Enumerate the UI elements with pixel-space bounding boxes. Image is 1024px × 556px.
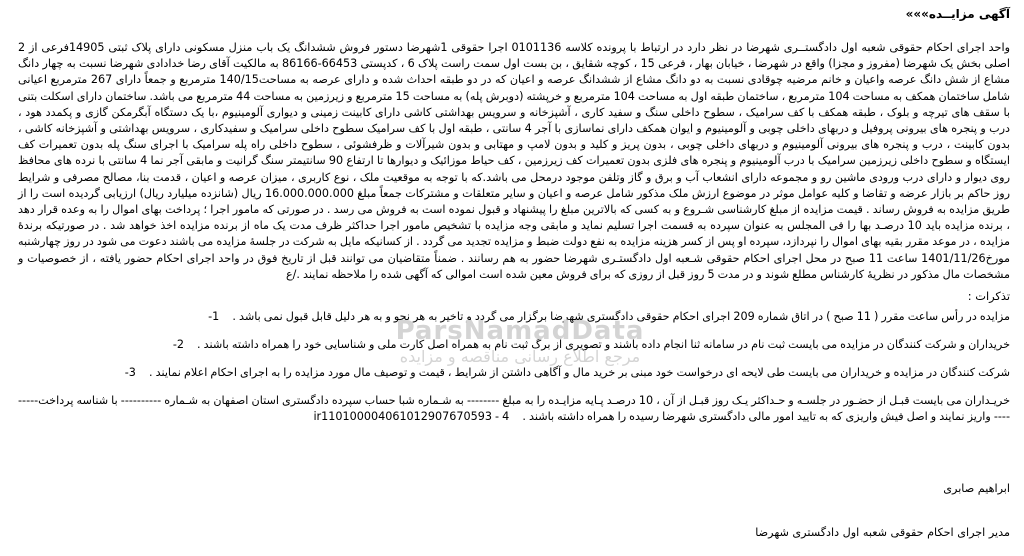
notice-title: آگهی مزایــده»»» xyxy=(905,7,1010,21)
note-item-4 xyxy=(18,393,1010,425)
note-number: 1- xyxy=(208,310,220,324)
note-item-1 xyxy=(18,309,1010,325)
note-item-3 xyxy=(18,365,1010,381)
notes-heading: تذکرات : xyxy=(967,289,1010,304)
signer-position: مدیر اجرای احکام حقوقی شعبه اول دادگستری شهرضا xyxy=(755,526,1010,539)
notice-body-paragraph: واحد اجرای احکام حقوقی شعبه اول دادگستــری شهرضا در نظر دارد در ارتباط با پرونده کلاسه 0101136 اجرا حقوقی 1شهرضا دستور فروش ششدانگ یک باب منزل مسکونی دارای پلاک ثبتی 14905فرعی از 2 اصلی بخش یک شهرضا (مفروز و مجزا) واقع در شهرضا ، خیابان بهار ، فرعی 15 ، کوچه شقایق ، بن بست اول سمت راست پلاک 6 ، کدپستی 66453-86166 به مالکیت آقای رضا خدادادی شهرضا نسبت به چهار دانگ مشاع از شش دانگ عرصه واعیان و خانم مرضیه چوقادی نسبت به دو دانگ مشاع از ششدانگ عرصه و اعیان که در دو طبقه احداث شده و دارای عرصه به مساحت140/15 مترمربع و جمعاً دارای 267 مترمربع اعیانی شامل ساختمان همکف به مساحت 104 مترمربع ، ساختمان طبقه اول به مساحت 104 مترمربع و خرپشته (دوبرش پله) به مساحت 15 مترمربع و زیرزمین به مساحت 44 مترمربع می باشد. ساختمان دارای اسکلت بتنی با سقف های تیرچه و بلوک ، طبقه همکف با کف سرامیک ، سطوح داخلی سنگ و سفید کاری ، آشپزخانه و سرویس بهداشتی کاشی دارای کابینت زمینی و دیواری آلومینیوم ،با یک دستگاه آبگرمکن گازی و پکمدد هود ، درب و پنجره های بیرونی پروفیل و دربهای داخلی چوبی و آلومینیوم و ایوان همکف دارای نماسازی با آجر 4 سانتی ، طبقه اول با کف سرامیک سطوح داخلی سرامیک و سفیدکاری ، سرویس بهداشتی و آشپزخانه کاشی ، بدون کابینت ، درب و پنجره های بیرونی آلومینیوم و دربهای داخلی چوبی ، بدون پریز و کلید و بدون لامپ و مهتابی و بدون شیرآلات و ظرفشوئی ، سطوح داخلی راه پله سرامیک با اجرای سنگ پله بدون تعمیرات کف ایستگاه و سطوح داخلی زیرزمین سرامیک با درب آلومینیوم و پنجره های فلزی بدون تعمیرات کف زیرزمین ، کف حیاط موزائیک و دیوارها تا ارتفاع 90 سانتیمتر سنگ گرانیت و مابقی آجر نما 4 سانتی با نرده های محافظ روی دیوار و دارای درب ورودی ماشین رو و مجموعه دارای انشعاب آب و برق و گاز وتلفن موجود درمحل می باشد.که با توجه به موقعیت ملک ، نوع کاربری ، میزان عرصه و اعیان ، قدمت بنا، مصالح مصرفی و شرایط روز حاکم بر بازار عرضه و تقاضا و کلیه عوامل موثر در موضوع ارزش ملک مذکور شامل عرصه و اعیان و سایر متعلقات و مشترکات جمعاً مبلغ 16.000.000.000 ریال (شانزده میلیارد ریال) ارزیابی گردیده است را از طریق مزایده به فروش رساند . قیمت مزایده از مبلغ کارشناسی شـروع و به کسی که بالاترین مبلغ را پیشنهاد و قبول نموده است به فروش می رسد . در صورتی که مامور اجرا ؛ پرداخت بهای اموال را به وعده قرار دهد ، برنده مزایده باید 10 درصـد بها را فی المجلس به عنوان سپرده به قسمت اجرا تسلیم نماید و مابقی وجه مزایده با تشخیص مامور اجرا حداکثر ظرف مدت یک ماه از برنده مزایده اخذ خواهد شد . در صورتیکه برندۀ مزایده ، در موعد مقرر بقیه بهای اموال را نپردازد، سپرده او پس از کسر هزینه مزایده به نفع دولت ضبط و مزایده تجدید می گردد . از کسانیکه مایل به شرکت در جلسۀ مزایده می باشند دعوت می شود در روز چهارشنبه مورخ1401/11/26 ساعت 11 صبح در محل اجرای احکام حقوقی شـعبه اول دادگستـری شهرضا حضور به هم رسانند . ضمناً متقاضیان می توانند قبل از تاریخ فوق در واحد اجرای احکام حضور یافته ، از خصوصیات و مشخصات مال مذکور در نظریۀ کارشناس مطلع شوند و در مدت 5 روز قبل از روزی که برای فروش معین شده است اموالی که آگهی شده را ملاحظه نمایند ./ع xyxy=(18,41,1011,281)
signer-name: ابراهیم صابری xyxy=(943,482,1010,495)
note-number: 2- xyxy=(172,338,184,352)
signature-block xyxy=(755,480,1010,542)
note-text: خریـداران می بایست قبـل از حضـور در جلسـه و حـداکثر یـک روز قبـل از آن ، 10 درصـد پـایه مزایـده را به مبلغ -------- به شـماره شبا حساب سپرده دادگستری استان اصفهان به شـماره ---------- با شناسه پرداخت--------- واریز نمایند و اصل فیش واریزی که به تایید امور مالی دادگستری شهرضا رسیده را همراه داشته باشند . xyxy=(18,394,1010,424)
note-text: مزایده در رأس ساعت مقرر ( 11 صبح ) در اتاق شماره 209 اجرای احکام حقوقی دادگستری شهرضا برگزار می گردد و تاخیر به هر نحو و به هر دلیل قابل قبول نمی باشد . xyxy=(232,310,1010,324)
note-number: 4 - xyxy=(495,410,510,424)
note-text: خریداران و شرکت کنندگان در مزایده می بایست ثبت نام در سامانه ثنا انجام داده باشند و تصویری از برگ ثبت نام به همراه اصل کارت ملی و شناسایی خود را همراه داشته باشند . xyxy=(197,338,1010,352)
sheba-number: ir110100004061012907670593 xyxy=(313,410,492,424)
note-number: 3- xyxy=(124,366,136,380)
watermark-latin: ParsNamadData xyxy=(395,316,645,346)
note-item-2 xyxy=(18,337,1010,353)
signature-spacer xyxy=(755,498,1010,524)
title-spacer xyxy=(8,22,1016,40)
watermark-persian: مرجع اطلاع رسانی مناقصه و مزایده xyxy=(399,347,641,366)
note-text: شرکت کنندگان در مزایده و خریداران می بایست طی لایحه ای درخواست خود مبنی بر خرید مال و آگاهی داشتن از شرایط ، قیمت و توصیف مال مورد مزایده را به اجرای احکام اعلام نمایند . xyxy=(148,366,1010,380)
